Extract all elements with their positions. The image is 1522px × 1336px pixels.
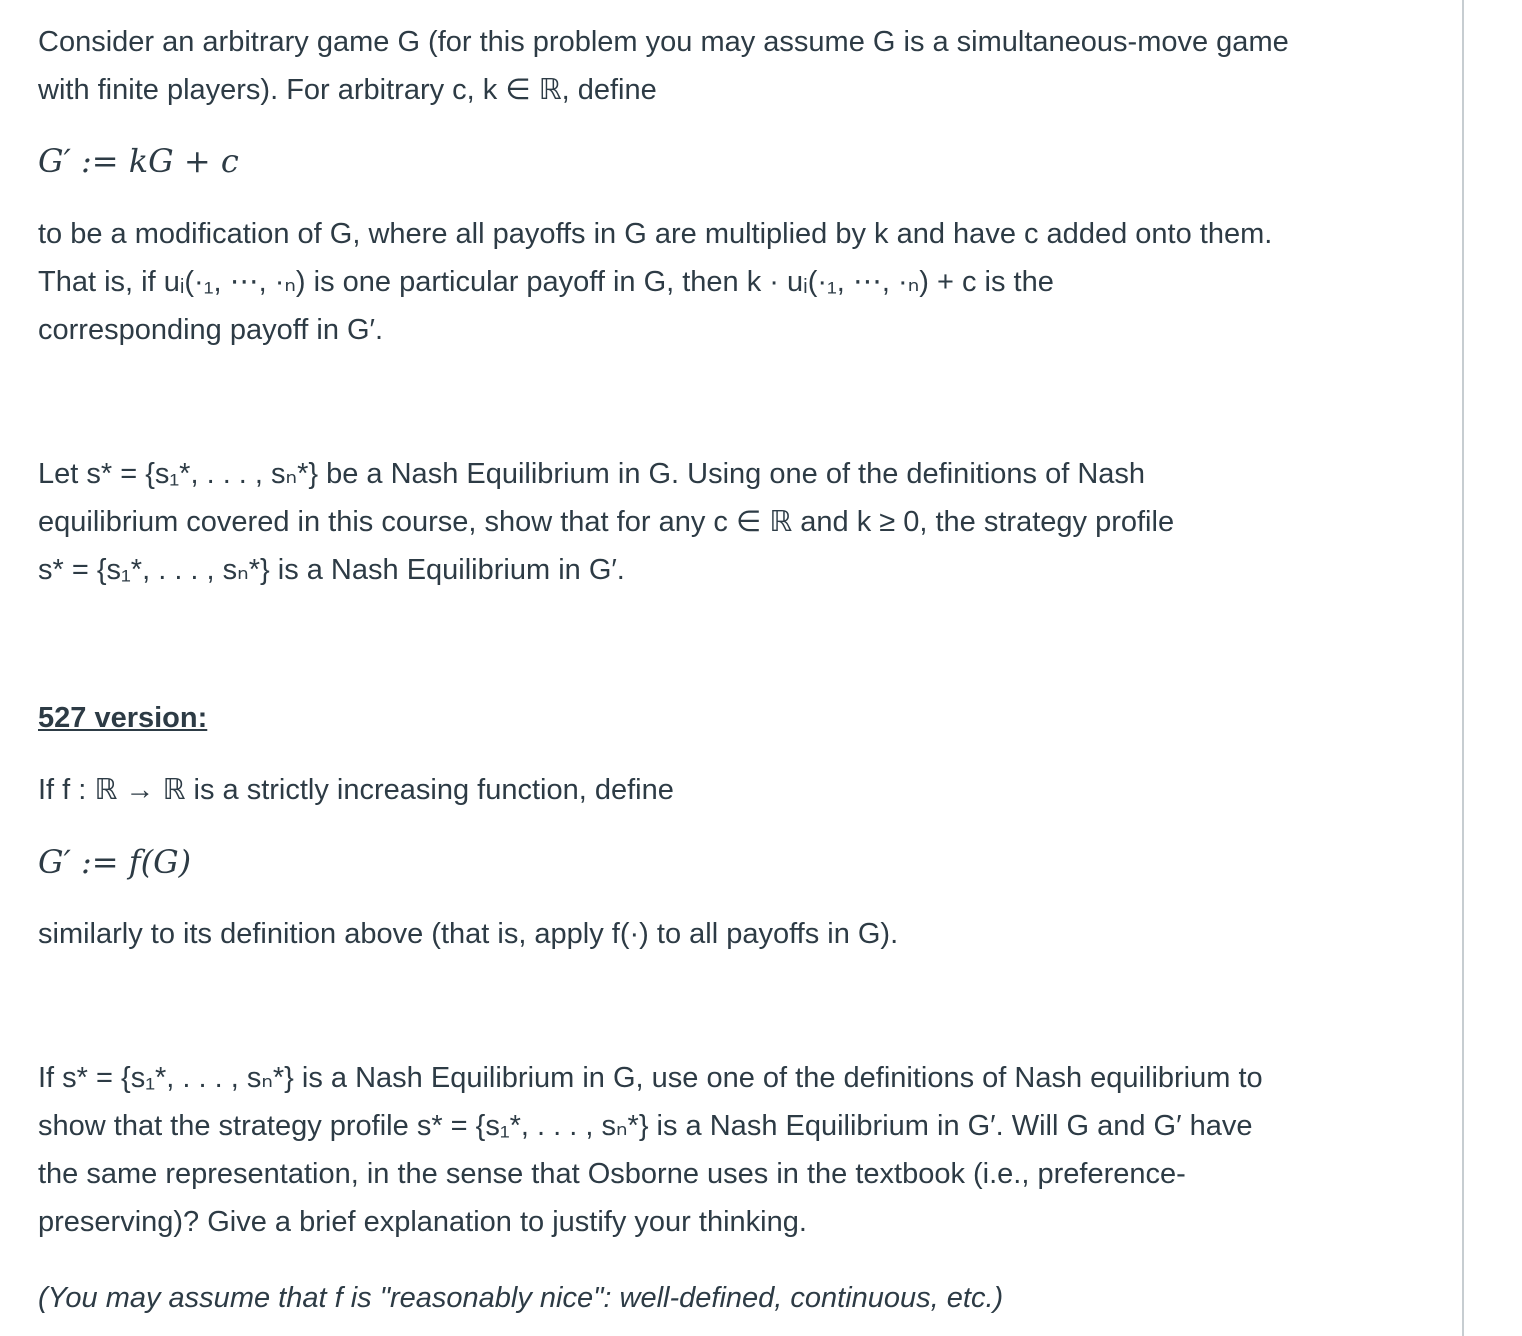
text-line: the same representation, in the sense that Osborne uses in the textbook (i.e., preference- [38, 1158, 1186, 1190]
paragraph-nash-task [38, 450, 1438, 594]
section-heading-527 [38, 694, 1438, 742]
text-line: corresponding payoff in G′. [38, 314, 384, 346]
heading-text: 527 version: [38, 702, 208, 734]
note-text: (You may assume that f is "reasonably nice": well-defined, continuous, etc.) [38, 1282, 1004, 1314]
text-line: preserving)? Give a brief explanation to justify your thinking. [38, 1206, 807, 1238]
text-line: Let s* = {s₁*, . . . , sₙ*} be a Nash Equilibrium in G. Using one of the definitions of Nash [38, 458, 1146, 490]
assumption-note [38, 1274, 1438, 1322]
text-line: equilibrium covered in this course, show that for any c ∈ ℝ and k ≥ 0, the strategy profile [38, 506, 1175, 538]
text-line: That is, if uᵢ(·₁, ⋯, ·ₙ) is one particular payoff in G, then k · uᵢ(·₁, ⋯, ·ₙ) + c is the [38, 266, 1054, 298]
paragraph-apply-f [38, 910, 1438, 958]
text-line: Consider an arbitrary game G (for this problem you may assume G is a simultaneous-move game [38, 26, 1289, 58]
text-line: with finite players). For arbitrary c, k ∈ ℝ, define [38, 74, 657, 106]
text-line: s* = {s₁*, . . . , sₙ*} is a Nash Equilibrium in G′. [38, 554, 625, 586]
paragraph-modification [38, 210, 1438, 354]
paragraph-527-task [38, 1054, 1438, 1246]
text-line: to be a modification of G, where all payoffs in G are multiplied by k and have c added onto them. [38, 218, 1273, 250]
paragraph-intro [38, 18, 1438, 114]
equation-text: G′ := f(G) [38, 843, 192, 881]
equation-transformed-game [38, 838, 1438, 886]
text-line: If f : ℝ → ℝ is a strictly increasing function, define [38, 774, 674, 806]
equation-text: G′ := kG + c [38, 142, 239, 180]
paragraph-increasing-function [38, 766, 1438, 814]
text-line: similarly to its definition above (that is, apply f(·) to all payoffs in G). [38, 918, 899, 950]
text-line: show that the strategy profile s* = {s₁*, . . . , sₙ*} is a Nash Equilibrium in G′. Will G and G′ have [38, 1110, 1253, 1142]
content-border [1462, 0, 1464, 1336]
equation-scaled-game [38, 137, 1438, 185]
text-line: If s* = {s₁*, . . . , sₙ*} is a Nash Equilibrium in G, use one of the definitions of Nash equilibrium to [38, 1062, 1263, 1094]
